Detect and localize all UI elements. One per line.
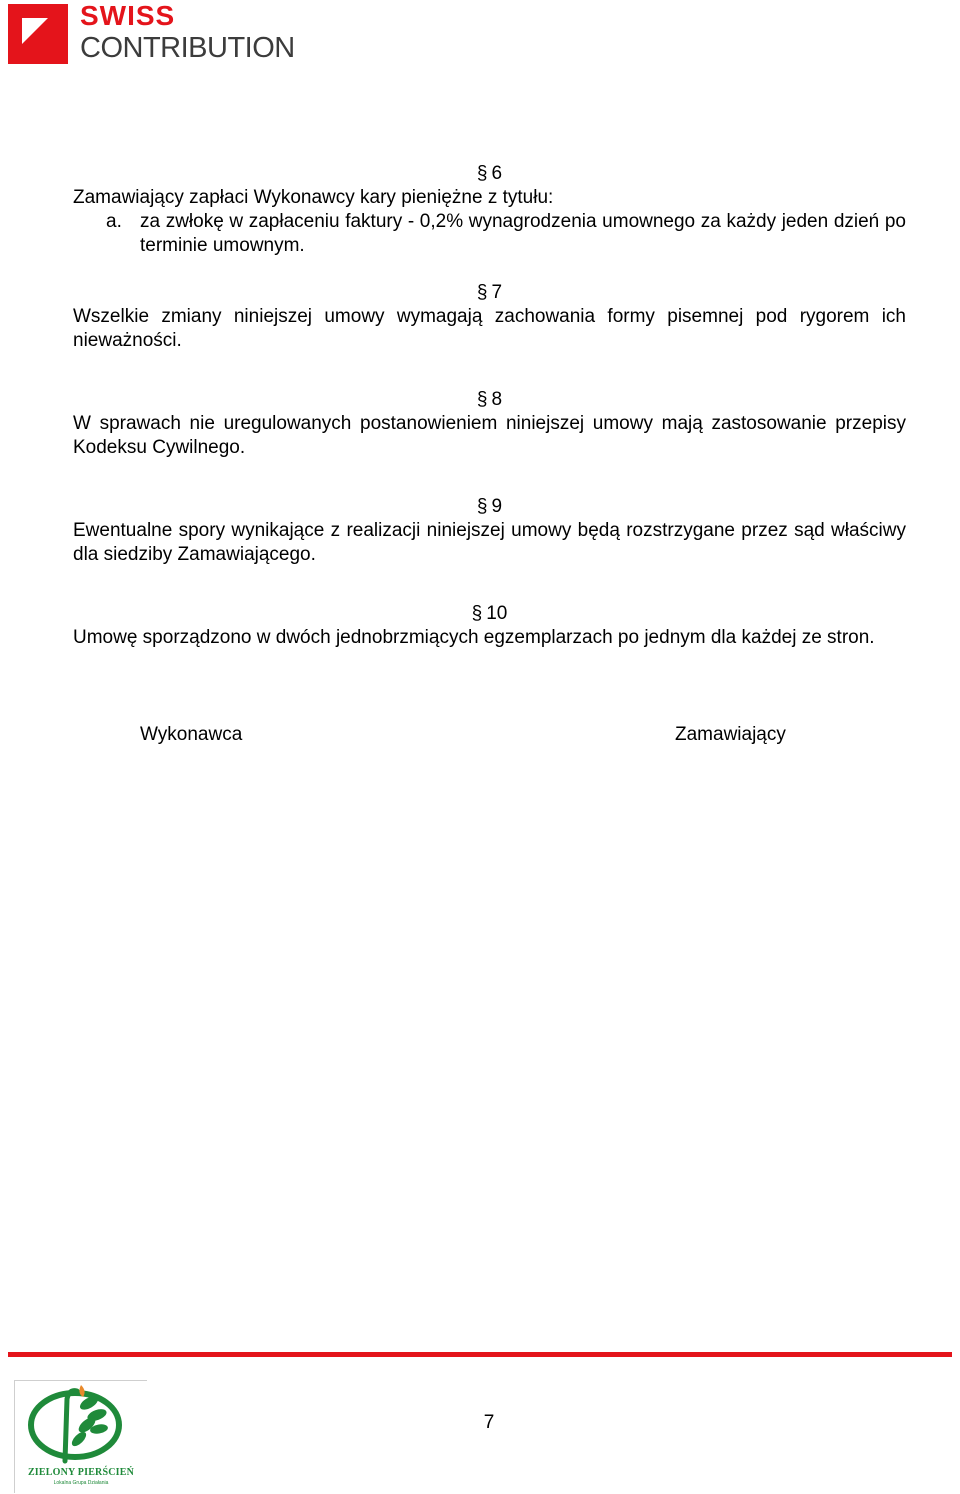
section-9	[73, 495, 906, 567]
list-marker: a.	[106, 211, 122, 232]
section-10	[73, 602, 906, 650]
section-6	[73, 162, 906, 258]
paragraph-symbol: §	[476, 496, 488, 517]
section-heading	[73, 602, 906, 626]
section-number: 9	[491, 496, 503, 517]
zielony-pierscien-logo-icon	[14, 1380, 147, 1493]
section-heading	[73, 495, 906, 519]
section-heading	[73, 388, 906, 412]
swiss-contribution-flag-icon	[8, 4, 68, 64]
page-number: 7	[483, 1412, 495, 1433]
section-number: 10	[486, 603, 508, 624]
list-item	[106, 210, 906, 258]
section-text: Ewentualne spory wynikające z realizacji niniejszej umowy będą rozstrzygane przez sąd właściwy dla siedziby Zamawiającego.	[73, 520, 906, 565]
section-number: 8	[491, 389, 503, 410]
footer-rule	[8, 1352, 952, 1357]
signature-ordering-party: Zamawiający	[675, 724, 786, 745]
document-body	[73, 162, 906, 650]
section-heading	[73, 162, 906, 186]
section-heading	[73, 281, 906, 305]
section-number: 7	[491, 282, 503, 303]
section-8	[73, 388, 906, 460]
footer-logo-subcaption: Lokalna Grupa Działania	[53, 1480, 109, 1486]
signature-contractor: Wykonawca	[140, 724, 243, 745]
swiss-contribution-logo	[8, 0, 295, 64]
paragraph-symbol: §	[471, 603, 483, 624]
section-text: W sprawach nie uregulowanych postanowieniem niniejszej umowy mają zastosowanie przepisy Kodeksu Cywilnego.	[73, 413, 906, 458]
section-number: 6	[491, 163, 503, 184]
section-intro: Zamawiający zapłaci Wykonawcy kary pieniężne z tytułu:	[73, 187, 554, 208]
logo-swiss-text: SWISS	[80, 0, 176, 31]
list-item-text: za zwłokę w zapłaceniu faktury - 0,2% wynagrodzenia umownego za każdy jeden dzień po terminie umownym.	[140, 211, 906, 256]
paragraph-symbol: §	[476, 163, 488, 184]
section-text: Umowę sporządzono w dwóch jednobrzmiących egzemplarzach po jednym dla każdej ze stron.	[73, 627, 875, 648]
logo-contribution-text: CONTRIBUTION	[80, 32, 295, 64]
section-text: Wszelkie zmiany niniejszej umowy wymagają zachowania formy pisemnej pod rygorem ich nieważności.	[73, 306, 906, 351]
section-7	[73, 281, 906, 353]
paragraph-symbol: §	[476, 282, 488, 303]
paragraph-symbol: §	[476, 389, 488, 410]
footer-logo-caption: ZIELONY PIERŚCIEŃ	[27, 1467, 135, 1478]
